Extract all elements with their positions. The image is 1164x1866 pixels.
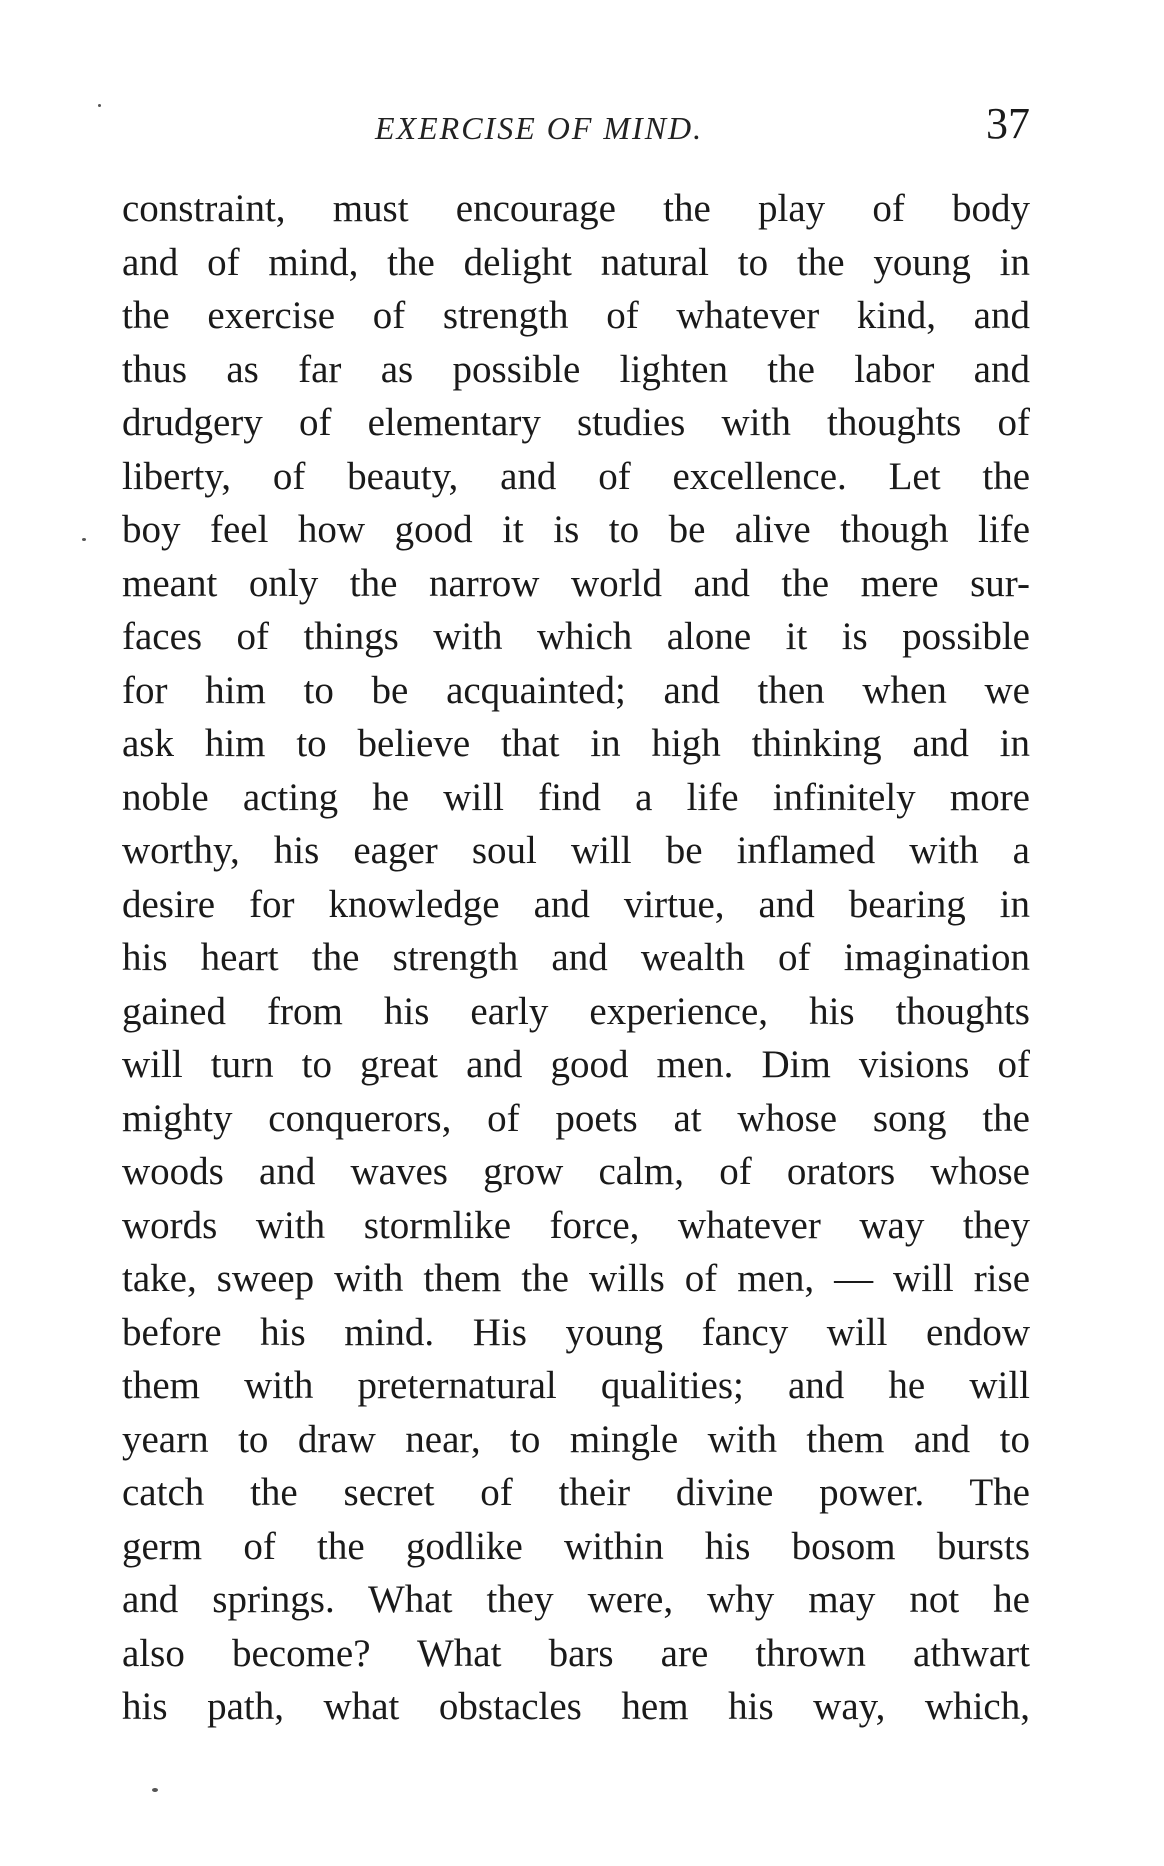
text-line: for him to be acquainted; and then when we [122, 668, 1030, 712]
running-title: EXERCISE OF MIND. [375, 110, 704, 146]
text-line: liberty, of beauty, and of excellence. Let the [122, 454, 1030, 498]
text-line: take, sweep with them the wills of men, — will rise [122, 1257, 1030, 1300]
text-line: and springs. What they were, why may not he [122, 1578, 1030, 1621]
text-line: before his mind. His young fancy will endow [122, 1310, 1030, 1354]
text-line: worthy, his eager soul will be inflamed with a [122, 829, 1030, 872]
text-line: noble acting he will find a life infinitely more [122, 775, 1030, 819]
text-line: words with stormlike force, whatever way they [122, 1203, 1030, 1247]
text-line: and of mind, the delight natural to the young in [122, 240, 1030, 284]
body-text [122, 182, 1030, 1734]
text-line: boy feel how good it is to be alive though life [122, 508, 1030, 551]
text-line: ask him to believe that in high thinking and in [122, 722, 1030, 765]
text-line: germ of the godlike within his bosom bursts [122, 1524, 1030, 1568]
text-line: thus as far as possible lighten the labor and [122, 347, 1030, 391]
text-line: drudgery of elementary studies with thoughts of [122, 401, 1030, 444]
running-head [120, 96, 1030, 156]
text-line: constraint, must encourage the play of body [122, 187, 1030, 230]
text-line: catch the secret of their divine power. The [122, 1471, 1030, 1514]
text-line: his path, what obstacles hem his way, which, [122, 1685, 1030, 1728]
text-line: will turn to great and good men. Dim visions of [122, 1043, 1030, 1086]
print-speck [82, 538, 86, 541]
text-line: meant only the narrow world and the mere sur- [122, 561, 1030, 605]
page-number: 37 [986, 99, 1030, 148]
text-line: mighty conquerors, of poets at whose song the [122, 1096, 1030, 1140]
text-line: yearn to draw near, to mingle with them and to [122, 1417, 1030, 1461]
text-line: the exercise of strength of whatever kind, and [122, 294, 1030, 337]
text-line: them with preternatural qualities; and he will [122, 1364, 1030, 1407]
text-line: desire for knowledge and virtue, and bearing in [122, 882, 1030, 926]
print-speck [152, 1788, 158, 1792]
text-line: woods and waves grow calm, of orators whose [122, 1150, 1030, 1193]
text-line: also become? What bars are thrown athwart [122, 1631, 1030, 1675]
text-line: faces of things with which alone it is possible [122, 615, 1030, 658]
text-line: his heart the strength and wealth of imagination [122, 936, 1030, 979]
text-line: gained from his early experience, his thoughts [122, 989, 1030, 1033]
print-speck [98, 104, 101, 107]
